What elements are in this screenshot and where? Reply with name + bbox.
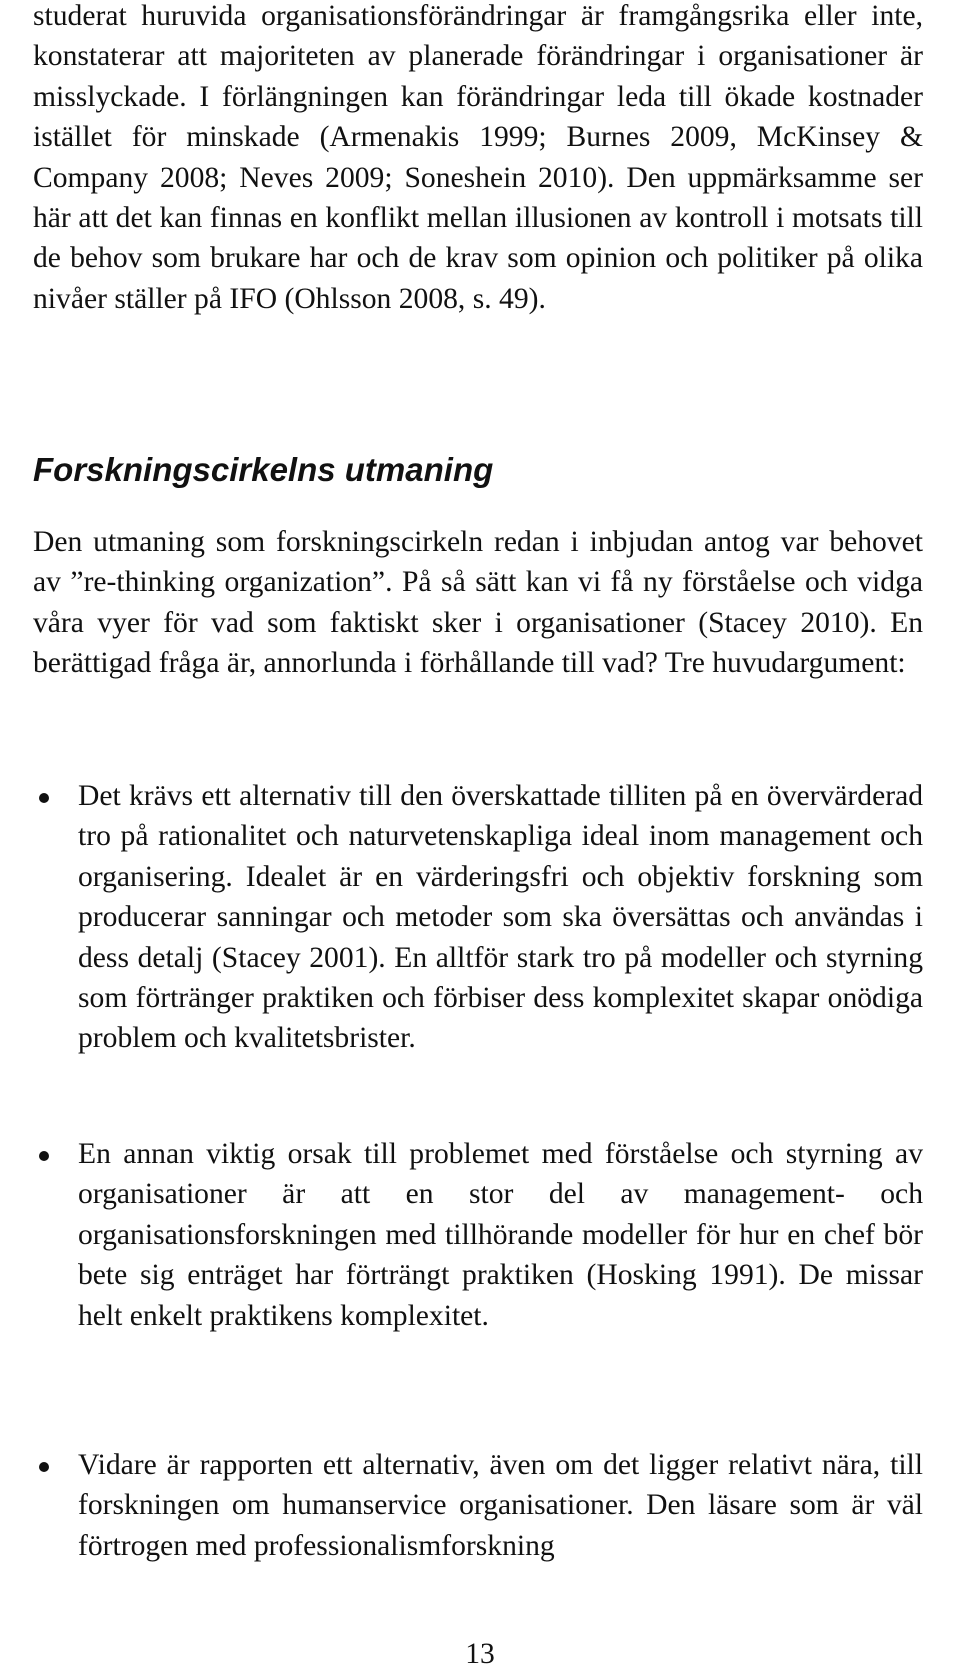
page-number: 13 [465,1638,495,1670]
section-heading: Forskningscirkelns utmaning [33,451,494,488]
challenge-paragraph: Den utmaning som forskningscirkeln redan i inbjudan antog var behovet av ”re-thinking organization”. På så sätt kan vi få ny förståelse och vidga våra vyer för vad som faktiskt sker i organisationer (Stacey 2010). En berättigad fråga är, annorlunda i förhållande till vad? Tre huvudargument: [33,526,923,680]
list-item-text: Vidare är rapporten ett alternativ, även om det ligger relativt nära, till forskningen om humanservice organisationer. Den läsare som är väl förtrogen med professionalismforskning [78,1449,923,1562]
bullet-icon [39,1151,49,1161]
list-item-text: Det krävs ett alternativ till den överskattade tilliten på en övervärderad tro på rationalitet och naturvetenskapliga ideal inom management och organisering. Idealet är en värderingsfri och objektiv forskning som producerar sanningar och metoder som ska översättas och användas i dess detalj (Stacey 2001). En alltför stark tro på modeller och styrning som förtränger praktiken och förbiser dess komplexitet skapar onödiga problem och kvalitetsbrister. [78,780,923,1055]
list-item-text: En annan viktig orsak till problemet med förståelse och styrning av organisationer är att en stor del av management- och organisationsforskningen med tillhörande modeller för hur en chef bör bete sig enträget har förträngt praktiken (Hosking 1991). De missar helt enkelt praktikens komplexitet. [78,1138,923,1332]
bullet-icon [39,1462,49,1472]
intro-paragraph: studerat huruvida organisationsförändringar är framgångsrika eller inte, konstaterar att majoriteten av planerade förändringar i organisationer är misslyckade. I förlängningen kan förändringar leda till ökade kostnader istället för minskade (Armenakis 1999; Burnes 2009, McKinsey & Company 2008; Neves 2009; Soneshein 2010). Den uppmärksamme ser här att det kan finnas en konflikt mellan illusionen av kontroll i motsats till de behov som brukare har och de krav som opinion och politiker på olika nivåer ställer på IFO (Ohlsson 2008, s. 49). [33,0,923,315]
bullet-icon [39,793,49,803]
